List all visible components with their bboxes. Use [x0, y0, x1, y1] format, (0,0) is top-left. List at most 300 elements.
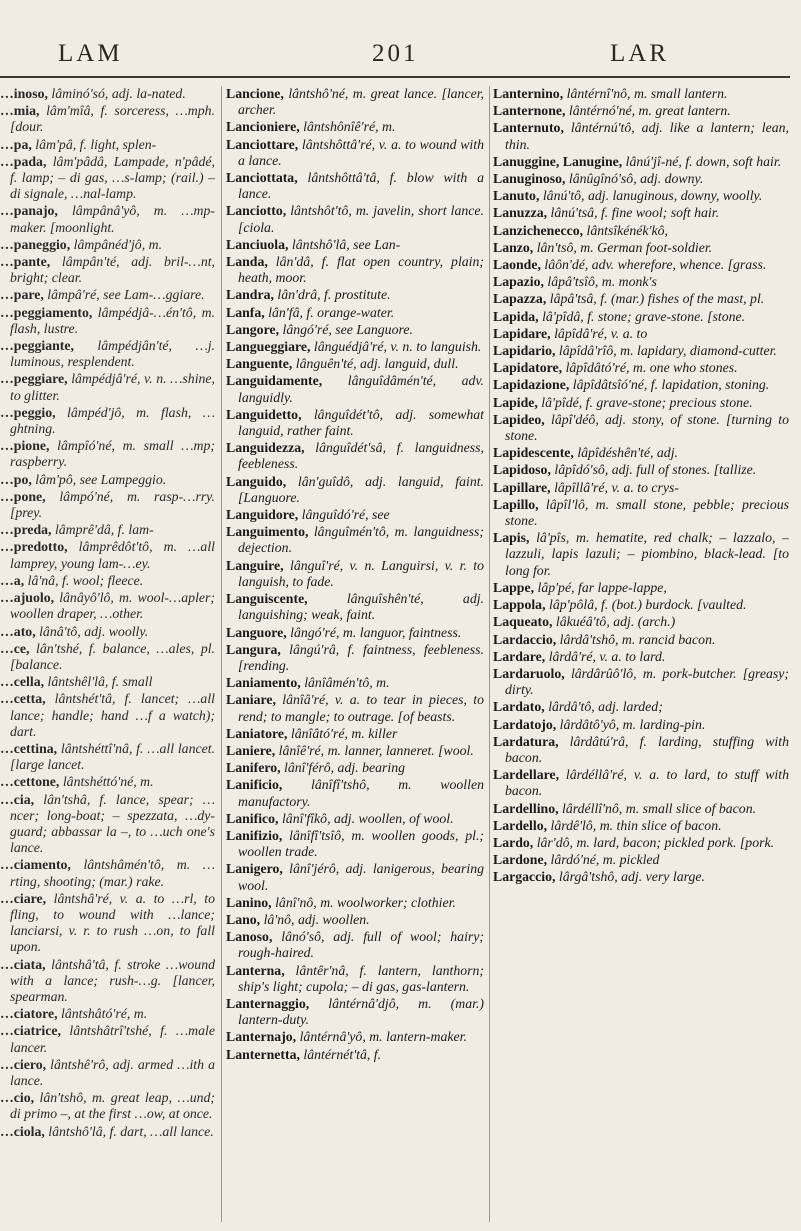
entry-headword: Lanciotto, [226, 203, 287, 219]
entry-definition: lân'tsô, m. German foot-soldier. [533, 239, 713, 255]
entry-definition: lârdó'né, m. pickled [547, 852, 660, 868]
dictionary-entry [226, 1047, 484, 1063]
entry-headword: Lano, [226, 911, 261, 927]
dictionary-entry [493, 257, 789, 273]
dictionary-entry [0, 137, 215, 153]
entry-headword: …peggiare, [0, 371, 68, 387]
dictionary-entry [226, 305, 484, 321]
entry-definition: lânîâtó'ré, m. killer [287, 725, 398, 741]
dictionary-entry [0, 674, 215, 690]
entry-definition: lântêr'nâ, f. lantern, lanthorn; ship's light; cupola; – di gas, gas-lantern. [238, 962, 484, 994]
entry-headword: Lapis, [493, 530, 530, 546]
entry-definition: lântshét'tâ, f. lancet; …all lance; handle; hand …f a watch); dart. [10, 691, 215, 739]
entry-definition: lârdéllâ'ré, v. a. to lard, to stuff with bacon. [505, 767, 789, 799]
entry-headword: …cia, [0, 791, 35, 807]
dictionary-entry [0, 489, 215, 521]
entry-definition: lâmpânéd'jô, m. [70, 236, 163, 252]
dictionary-entry [493, 649, 789, 665]
entry-headword: …ciamento, [0, 857, 71, 873]
entry-definition: lânîfî'tsîô, m. woollen goods, pl.; woollen trade. [238, 827, 484, 860]
entry-headword: Lanuzza, [493, 205, 548, 221]
entry-headword: …preda, [0, 522, 52, 538]
dictionary-entry [493, 614, 789, 630]
column-middle [226, 86, 484, 1225]
entry-definition: lânîê'ré, m. lanner, lanneret. [wool. [275, 742, 474, 758]
dictionary-entry [493, 205, 789, 221]
dictionary-entry [0, 254, 215, 286]
entry-headword: Lapidazione, [493, 377, 570, 393]
entry-headword: Lapideo, [493, 411, 545, 427]
entry-headword: Lanciottare, [226, 136, 299, 152]
entry-definition: lâkuéâ'tô, adj. (arch.) [552, 614, 676, 630]
entry-definition: lâm'mîâ, f. sorceress, …mph. [dour. [10, 103, 215, 135]
entry-definition: lâmprê'dâ, f. lam- [51, 522, 154, 538]
dictionary-entry [493, 188, 789, 204]
entry-headword: Lanzo, [493, 239, 534, 255]
dictionary-entry [493, 699, 789, 715]
entry-headword: Languido, [226, 473, 287, 489]
entry-definition: lâpîdéshên'té, adj. [573, 445, 678, 461]
entry-definition: lântérnî'nô, m. small lantern. [563, 86, 728, 101]
entry-definition: lân'guîdô, adj. languid, faint. [Languore. [238, 473, 484, 505]
entry-headword: …panajo, [0, 203, 58, 219]
entry-definition: lârdâ'tshô, m. rancid bacon. [556, 631, 716, 647]
entry-headword: Lanterna, [226, 962, 285, 978]
dictionary-entry [493, 171, 789, 187]
entry-definition: lântshô'né, m. great lance. [lancer, archer. [238, 86, 484, 118]
entry-definition: lântshôt'tô, m. javelin, short lance. [ciola. [238, 203, 484, 235]
entry-definition: lântshâ'ré, v. a. to …rl, to fling, to wound with …lance; lanciarsi, v. r. to rush …on, to fall upon. [10, 890, 215, 955]
dictionary-entry [226, 507, 484, 523]
dictionary-entry [493, 530, 789, 579]
entry-definition: lân'dâ, f. flat open country, plain; heath, moor. [238, 254, 484, 286]
dictionary-entry [0, 203, 215, 235]
dictionary-entry [493, 497, 789, 529]
entry-headword: Lanuto, [493, 188, 540, 204]
entry-headword: …peggiamento, [0, 304, 93, 320]
dictionary-entry [493, 412, 789, 444]
entry-headword: …cio, [0, 1090, 35, 1106]
entry-definition: lâôn'dé, adv. wherefore, whence. [grass. [540, 257, 767, 273]
entry-headword: Lanifico, [226, 810, 279, 826]
dictionary-entry [0, 154, 215, 203]
entry-headword: Lanternetta, [226, 1046, 300, 1062]
entry-headword: Laniatore, [226, 725, 288, 741]
dictionary-entry [493, 666, 789, 698]
entry-definition: lâp'pôlâ, f. (bot.) burdock. [vaulted. [545, 597, 747, 613]
entry-headword: Lanifizio, [226, 827, 283, 843]
dictionary-entry [493, 154, 789, 170]
entry-definition: lânî'férô, adj. bearing [280, 760, 405, 776]
entry-headword: …cella, [0, 674, 45, 690]
dictionary-entry [493, 480, 789, 496]
dictionary-entry [493, 580, 789, 596]
entry-definition: lân'drâ, f. prostitute. [273, 287, 391, 303]
entry-definition: lântshéttó'né, m. [59, 774, 154, 790]
entry-headword: Laonde, [493, 257, 541, 273]
dictionary-entry [226, 474, 484, 506]
entry-definition: lâ'nâ, f. wool; fleece. [24, 572, 144, 588]
entry-definition: lântshô'lâ, f. dart, …all lance. [44, 1123, 214, 1139]
entry-headword: Lardellino, [493, 800, 559, 816]
entry-definition: lântérnâ'yô, m. lantern-maker. [296, 1029, 467, 1045]
dictionary-entry [226, 675, 484, 691]
entry-headword: Lapazza, [493, 291, 547, 307]
entry-definition: lânguên'té, adj. languid, dull. [292, 356, 459, 372]
entry-definition: lâmprêdôt'tô, m. …all lamprey, young lam-…ey. [10, 539, 215, 571]
dictionary-entry [0, 472, 215, 488]
entry-headword: Languidezza, [226, 440, 305, 456]
dictionary-entry [0, 338, 215, 370]
entry-definition: lârdê'lô, m. thin slice of bacon. [547, 817, 722, 833]
entry-headword: …ciatrice, [0, 1023, 61, 1039]
page-number: 201 [372, 40, 419, 67]
entry-definition: lâpâ'tsâ, f. (mar.) fishes of the mast, pl. [546, 291, 765, 307]
dictionary-entry [226, 137, 484, 169]
dictionary-entry [0, 371, 215, 403]
entry-definition: lântshâtó'ré, m. [57, 1006, 148, 1022]
dictionary-entry [226, 912, 484, 928]
entry-definition: lântshôttâ'tâ, f. blow with a lance. [238, 170, 484, 202]
entry-definition: lânguîdét'sâ, f. languidness, feebleness. [238, 440, 484, 472]
entry-headword: Languore, [226, 624, 287, 640]
entry-headword: Languidetto, [226, 406, 302, 422]
entry-definition: lâpîdó'sô, adj. full of stones. [tallize. [550, 462, 757, 478]
entry-definition: lâpîl'lô, m. small stone, pebble; precious stone. [505, 496, 789, 529]
dictionary-entry [0, 624, 215, 640]
entry-definition: lâr'dô, m. lard, bacon; pickled pork. [pork. [533, 834, 775, 850]
entry-definition: lârgâ'tshô, adj. very large. [555, 869, 705, 885]
entry-headword: …ato, [0, 623, 36, 639]
entry-headword: Lanciuola, [226, 236, 289, 252]
entry-headword: Laniare, [226, 692, 276, 708]
entry-headword: Langura, [226, 641, 281, 657]
entry-headword: Lardone, [493, 852, 548, 868]
dictionary-entry [493, 343, 789, 359]
entry-headword: Lardaccio, [493, 631, 557, 647]
entry-headword: Lapide, [493, 394, 538, 410]
entry-definition: lânguîdét'tô, adj. somewhat languid, rather faint. [238, 406, 484, 439]
dictionary-entry [0, 1124, 215, 1140]
dictionary-entry [226, 203, 484, 235]
left-guide-word: LAM [58, 40, 123, 67]
entry-definition: lântshôttâ'ré, v. a. to wound with a lance. [238, 136, 484, 168]
entry-headword: …cetta, [0, 691, 46, 707]
entry-definition: lântshâtrî'tshé, f. …male lancer. [10, 1023, 215, 1055]
column-right [493, 86, 789, 1225]
entry-headword: Langore, [226, 321, 280, 337]
entry-headword: Languidamente, [226, 373, 323, 389]
entry-headword: Lanternuto, [493, 120, 564, 136]
entry-definition: lântshêl'lâ, f. small [44, 674, 153, 690]
dictionary-entry [493, 240, 789, 256]
entry-headword: …ciola, [0, 1123, 45, 1139]
dictionary-entry [493, 869, 789, 885]
entry-headword: Langueggiare, [226, 339, 311, 355]
dictionary-entry [226, 692, 484, 724]
entry-headword: Lapidescente, [493, 445, 574, 461]
dictionary-entry [0, 641, 215, 673]
entry-headword: …peggio, [0, 404, 56, 420]
dictionary-entry [0, 539, 215, 571]
entry-headword: Lanigero, [226, 861, 283, 877]
entry-headword: Lardellare, [493, 767, 560, 783]
dictionary-entry [0, 774, 215, 790]
entry-headword: …pante, [0, 254, 51, 270]
entry-headword: Lappe, [493, 579, 535, 595]
dictionary-entry [493, 223, 789, 239]
dictionary-entry [493, 360, 789, 376]
entry-definition: lânguîmén'tô, m. languidness; dejection. [238, 524, 484, 556]
entry-headword: Lanifero, [226, 760, 281, 776]
entry-definition: lânîfî'tshô, m. woollen manufactory. [238, 777, 484, 809]
entry-definition: lânîâ'ré, v. a. to tear in pieces, to rend; to mangle; to outrage. [of beasts. [238, 692, 484, 724]
dictionary-entry [226, 254, 484, 286]
entry-definition: lârdâtô'yô, m. larding-pin. [556, 716, 706, 732]
dictionary-entry [226, 591, 484, 623]
entry-headword: …po, [0, 471, 32, 487]
dictionary-entry [0, 691, 215, 740]
dictionary-entry [493, 103, 789, 119]
entry-headword: Lanuggine, Lanugine, [493, 153, 623, 169]
dictionary-entry [493, 120, 789, 152]
entry-definition: lâmpédjâ-…én'tô, m. flash, lustre. [10, 304, 215, 336]
dictionary-entry [226, 373, 484, 405]
entry-definition: lâ'pîs, m. hematite, red chalk; – lazzalo, – lazzuli, lapis lazuli; – piombino, black-lead. [to long for. [505, 530, 789, 578]
page-header [0, 0, 801, 72]
dictionary-entry [493, 309, 789, 325]
entry-headword: …pone, [0, 488, 46, 504]
entry-definition: lânî'fîkô, adj. woollen, of wool. [278, 810, 454, 826]
entry-definition: lânguîshên'té, adj. languishing; weak, faint. [238, 591, 484, 623]
dictionary-entry [226, 407, 484, 439]
dictionary-entry [493, 717, 789, 733]
entry-definition: lântshâ'tâ, f. stroke …wound with a lance; rush-…g. [lancer, spearman. [10, 956, 215, 1004]
entry-definition: lânú'jî-né, f. down, soft hair. [622, 153, 782, 169]
entry-headword: Lapillo, [493, 496, 539, 512]
dictionary-entry [226, 339, 484, 355]
column-left [0, 86, 215, 1225]
dictionary-entry [493, 632, 789, 648]
entry-definition: lântérnâ'djô, m. (mar.) lantern-duty. [238, 995, 484, 1028]
dictionary-entry [226, 558, 484, 590]
entry-definition: lâmpédjâ'ré, v. n. …shine, to glitter. [10, 371, 215, 403]
entry-headword: Lapidatore, [493, 360, 563, 376]
entry-headword: Lanuginoso, [493, 171, 566, 187]
dictionary-entry [226, 86, 484, 118]
entry-definition: lâmpânâ'yô, m. …mp-maker. [moonlight. [10, 203, 215, 235]
dictionary-entry [226, 1029, 484, 1045]
dictionary-entry [226, 322, 484, 338]
entry-headword: Lanternajo, [226, 1029, 297, 1045]
dictionary-entry [0, 405, 215, 437]
dictionary-entry [493, 86, 789, 102]
dictionary-entry [493, 326, 789, 342]
dictionary-entry [493, 291, 789, 307]
entry-headword: Laniamento, [226, 675, 301, 691]
entry-headword: Lanificio, [226, 777, 283, 793]
entry-definition: lâmpó'né, m. rasp-…rry. [prey. [10, 488, 215, 521]
dictionary-entry [0, 590, 215, 622]
entry-headword: …pada, [0, 153, 47, 169]
entry-headword: Lanternino, [493, 86, 564, 101]
dictionary-entry [493, 767, 789, 799]
entry-definition: lâpâ'tsîô, m. monk's [543, 274, 657, 290]
dictionary-entry [226, 996, 484, 1028]
dictionary-entry [0, 891, 215, 956]
dictionary-entry [0, 1057, 215, 1089]
entry-definition: lârdâ'ré, v. a. to lard. [545, 648, 666, 664]
dictionary-entry [226, 828, 484, 860]
entry-headword: Lanino, [226, 894, 272, 910]
entry-definition: lântshê'rô, adj. armed …ith a lance. [10, 1056, 215, 1088]
entry-headword: …mia, [0, 103, 40, 119]
entry-headword: Lapillare, [493, 479, 551, 495]
entry-headword: …ce, [0, 640, 30, 656]
entry-definition: lân'tshé, f. balance, …ales, pl. [balance. [10, 640, 215, 672]
entry-headword: Lardo, [493, 834, 534, 850]
entry-definition: lânguîdó'ré, see [298, 507, 390, 523]
entry-definition: lâmpân'té, adj. bril-…nt, bright; clear. [10, 254, 215, 286]
entry-definition: lâpîdâ'rîô, m. lapidary, diamond-cutter. [555, 343, 777, 359]
entry-headword: Lanfa, [226, 304, 265, 320]
entry-headword: …paneggio, [0, 236, 71, 252]
entry-headword: Languimento, [226, 524, 309, 540]
entry-headword: Landa, [226, 254, 268, 270]
entry-headword: Lappola, [493, 597, 546, 613]
entry-definition: lântérnét'tâ, f. [299, 1046, 382, 1062]
entry-headword: …ciero, [0, 1056, 47, 1072]
dictionary-entry [493, 734, 789, 766]
entry-definition: lâ'pîdé, f. grave-stone; precious stone. [537, 394, 753, 410]
dictionary-entry [226, 524, 484, 556]
entry-headword: Lancioniere, [226, 119, 300, 135]
entry-headword: …ciatore, [0, 1006, 58, 1022]
entry-definition: lânî'jérô, adj. lanigerous, bearing wool. [238, 861, 484, 893]
entry-headword: Lanternaggio, [226, 995, 310, 1011]
entry-headword: Lapidoso, [493, 462, 551, 478]
entry-definition: lântsîkénék'kô, [583, 222, 668, 238]
entry-definition: lân'tshâ, f. lance, spear; …ncer; long-boat; – spezzata, …dy-guard; abbassar la –, to …uch one's lance. [10, 791, 215, 856]
entry-definition: lâpî'déô, adj. stony, of stone. [turning to stone. [505, 411, 789, 444]
dictionary-entry [493, 395, 789, 411]
dictionary-entry [0, 573, 215, 589]
entry-headword: Laqueato, [493, 614, 553, 630]
dictionary-entry [226, 726, 484, 742]
entry-definition: lâmpéd'jô, m. flash, …ghtning. [10, 404, 215, 437]
dictionary-entry [226, 237, 484, 253]
entry-headword: Lanoso, [226, 929, 273, 945]
entry-headword: …inoso, [0, 86, 48, 101]
entry-definition: lâm'pô, see Lampeggio. [31, 471, 167, 487]
entry-definition: lânâ'tô, adj. woolly. [35, 623, 149, 639]
entry-headword: Languente, [226, 356, 293, 372]
dictionary-entry [0, 792, 215, 857]
dictionary-entry [0, 305, 215, 337]
entry-headword: …ciata, [0, 956, 46, 972]
entry-headword: …ajuolo, [0, 590, 55, 606]
entry-headword: …cettina, [0, 740, 58, 756]
entry-headword: Lancione, [226, 86, 284, 101]
entry-headword: Lanternone, [493, 103, 566, 119]
dictionary-entry [0, 86, 215, 102]
entry-headword: Lanciottata, [226, 170, 298, 186]
dictionary-entry [226, 895, 484, 911]
dictionary-entry [226, 811, 484, 827]
entry-headword: …peggiante, [0, 338, 74, 354]
dictionary-entry [0, 741, 215, 773]
entry-headword: Lardatura, [493, 733, 559, 749]
entry-headword: …pare, [0, 287, 44, 303]
entry-headword: Lardato, [493, 699, 545, 715]
dictionary-entry [226, 642, 484, 674]
entry-definition: lângó'ré, m. languor, faintness. [286, 624, 462, 640]
dictionary-entry [226, 963, 484, 995]
right-guide-word: LAR [610, 40, 669, 67]
entry-definition: lâm'pâdâ, Lampade, n'pâdé, f. lamp; – di gas, …s-lamp; (rail.) – di signale, …nal-lamp. [10, 153, 215, 202]
dictionary-entry [493, 377, 789, 393]
dictionary-entry [0, 1006, 215, 1022]
dictionary-entry [226, 440, 484, 472]
dictionary-entry [226, 170, 484, 202]
entry-headword: Languidore, [226, 507, 299, 523]
entry-definition: lântshô'lâ, see Lan- [288, 236, 401, 252]
entry-headword: Lapida, [493, 308, 539, 324]
dictionary-entry [493, 852, 789, 868]
entry-definition: lâ'pîdâ, f. stone; grave-stone. [stone. [538, 308, 746, 324]
dictionary-entry [226, 356, 484, 372]
entry-definition: lârdâ'tô, adj. larded; [544, 699, 663, 715]
entry-headword: Lapidario, [493, 343, 556, 359]
dictionary-entry [226, 743, 484, 759]
entry-definition: lâpîdâtó'ré, m. one who stones. [562, 360, 738, 376]
entry-headword: Laniere, [226, 742, 276, 758]
dictionary-entry [493, 801, 789, 817]
entry-definition: lânguî'ré, v. n. Languirsi, v. r. to languish, to fade. [238, 557, 484, 589]
entry-definition: lâm'pâ, f. light, splen- [31, 136, 157, 152]
entry-definition: lâminó'só, adj. la-nated. [47, 86, 186, 101]
entry-headword: Lapazio, [493, 274, 544, 290]
entry-definition: lântérnó'né, m. great lantern. [565, 103, 731, 119]
entry-definition: lân'fâ, f. orange-water. [264, 304, 395, 320]
dictionary-entry [493, 597, 789, 613]
dictionary-entry [493, 445, 789, 461]
entry-definition: lântshônîê'ré, m. [299, 119, 396, 135]
dictionary-entry [0, 522, 215, 538]
entry-definition: lântshéttî'nâ, f. …all lancet. [large lancet. [10, 740, 215, 773]
entry-headword: …cettone, [0, 774, 60, 790]
entry-headword: …pa, [0, 136, 32, 152]
dictionary-entry [226, 119, 484, 135]
entry-definition: lâpîdâtsîó'né, f. lapidation, stoning. [569, 377, 770, 393]
header-rule [0, 76, 790, 78]
entry-definition: lânâyô'lô, m. wool-…apler; woollen draper, …other. [10, 590, 215, 622]
dictionary-entry [0, 1090, 215, 1122]
entry-definition: lânú'tsâ, f. fine wool; soft hair. [547, 205, 720, 221]
entry-definition: lâpîllâ'ré, v. a. to crys- [550, 479, 680, 495]
entry-definition: lâmpédjân'té, …j. luminous, resplendent. [10, 338, 215, 370]
entry-headword: Lardare, [493, 648, 546, 664]
dictionary-entry [493, 274, 789, 290]
dictionary-entry [0, 957, 215, 1006]
dictionary-entry [0, 857, 215, 889]
entry-definition: lân'tshô, m. great leap, …und; di primo –, at the first …ow, at once. [10, 1090, 215, 1122]
dictionary-entry [226, 287, 484, 303]
dictionary-entry [226, 929, 484, 961]
entry-headword: Lapidare, [493, 325, 551, 341]
entry-headword: …pione, [0, 438, 50, 454]
dictionary-entry [226, 760, 484, 776]
